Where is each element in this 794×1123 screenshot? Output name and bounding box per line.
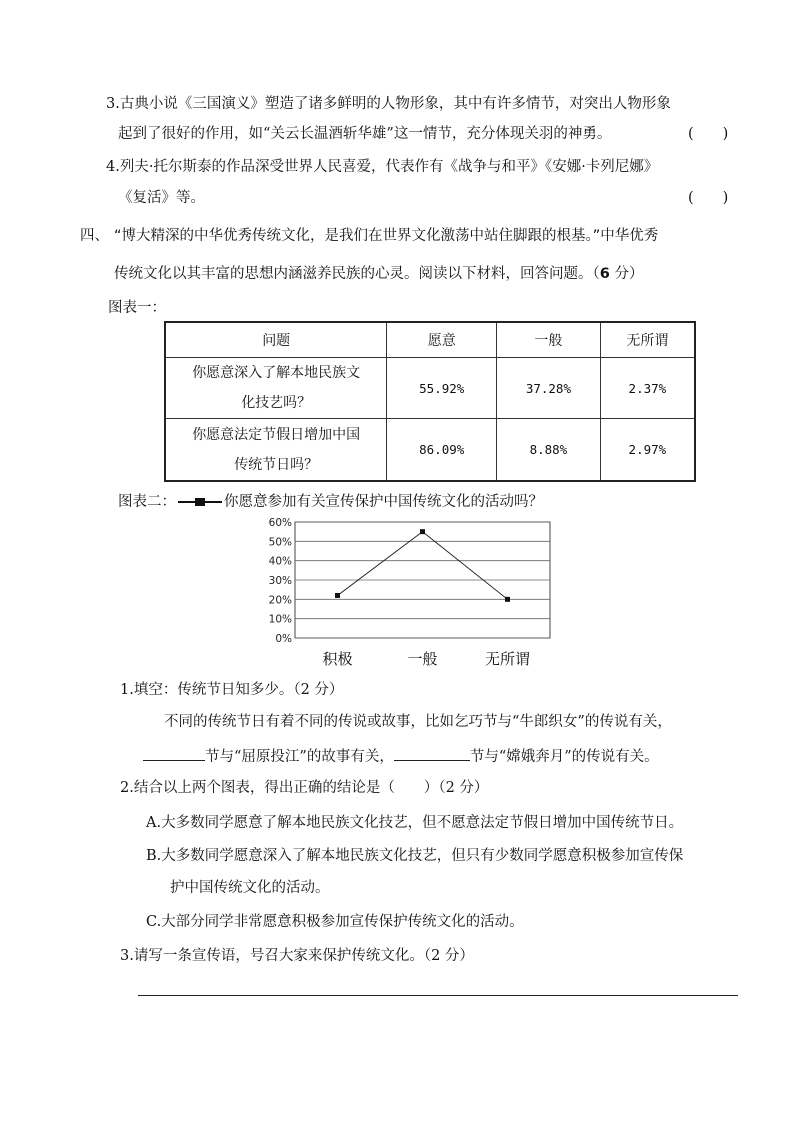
table-row (165, 419, 695, 481)
y-tick-label: 30% (268, 575, 292, 587)
section4-intro-line1: “博大精深的中华优秀传统文化，是我们在世界文化激荡中站住脚跟的根基。”中华优秀 (114, 228, 659, 244)
line-chart (258, 510, 558, 672)
q3-answer-paren[interactable]: ( ) (688, 126, 729, 142)
table-header-indifferent: 无所谓 (600, 322, 695, 358)
table-row (165, 358, 695, 419)
q1-blank-2[interactable] (394, 744, 470, 761)
y-tick-label: 60% (268, 517, 292, 529)
x-tick-label: 一般 (407, 650, 438, 668)
table-title: 图表一： (108, 300, 166, 316)
q4-text-line2: 《复活》等。 (118, 190, 205, 206)
q2-title: 2.结合以上两个图表，得出正确的结论是（ ）（2 分） (120, 780, 489, 796)
series-line (338, 532, 508, 600)
table-cell-value: 55.92% (387, 358, 497, 419)
table-header-row (165, 322, 695, 358)
data-point (420, 529, 425, 534)
q2-option-c[interactable]: C.大部分同学非常愿意积极参加宣传保护传统文化的活动。 (146, 914, 524, 930)
q3-answer-line[interactable] (138, 995, 738, 996)
table-header-willing: 愿意 (387, 322, 497, 358)
y-tick-label: 10% (268, 613, 292, 626)
q3-text-line2: 起到了很好的作用，如“关云长温酒斩华雄”这一情节，充分体现关羽的神勇。 (118, 126, 612, 142)
q1-text-line1: 不同的传统节日有着不同的传说或故事，比如乞巧节与“牛郎织女”的传说有关， (164, 714, 672, 730)
table-cell-value: 8.88% (497, 419, 601, 481)
score-value: 6 (599, 266, 610, 282)
y-tick-label: 20% (268, 594, 292, 607)
table-cell-value: 2.97% (600, 419, 695, 481)
q4-text-line1: 4.列夫·托尔斯泰的作品深受世界人民喜爱，代表作有《战争与和平》《安娜·卡列尼娜》 (106, 159, 659, 175)
q1-text-line2: 节与“屈原投江”的故事有关， 节与“嫦娥奔月”的传说有关。 (143, 744, 659, 767)
q2-option-a[interactable]: A.大多数同学愿意了解本地民族文化技艺，但不愿意法定节假日增加中国传统节日。 (146, 815, 684, 831)
x-tick-label: 积极 (322, 650, 353, 668)
section4-number: 四、 (80, 228, 109, 244)
q2-option-b-line1[interactable]: B.大多数同学愿意深入了解本地民族文化技艺，但只有少数同学愿意积极参加宣传保 (146, 848, 684, 864)
q1-title: 1.填空：传统节日知多少。（2 分） (120, 682, 344, 698)
table-cell-value: 2.37% (600, 358, 695, 419)
q3-title: 3.请写一条宣传语，号召大家来保护传统文化。（2 分） (120, 948, 474, 964)
legend-series-icon (178, 497, 222, 507)
y-tick-label: 0% (275, 633, 292, 645)
chart2-caption: 图表二： 你愿意参加有关宣传保护中国传统文化的活动吗？ (118, 494, 543, 510)
data-point (335, 593, 340, 598)
data-point (505, 597, 510, 602)
y-tick-label: 50% (268, 536, 292, 549)
x-tick-label: 无所谓 (484, 650, 531, 668)
y-tick-label: 40% (268, 555, 292, 568)
table-cell-question: 你愿意法定节假日增加中国 传统节日吗？ (165, 419, 387, 481)
q2-option-b-line2: 护中国传统文化的活动。 (170, 880, 330, 896)
survey-table (164, 321, 696, 482)
table-cell-question: 你愿意深入了解本地民族文 化技艺吗？ (165, 358, 387, 419)
q1-blank-1[interactable] (143, 744, 205, 761)
q3-text-line1: 3.古典小说《三国演义》塑造了诸多鲜明的人物形象，其中有许多情节，对突出人物形象 (106, 96, 671, 112)
table-header-question: 问题 (165, 322, 387, 358)
table-cell-value: 37.28% (497, 358, 601, 419)
table-header-neutral: 一般 (497, 322, 601, 358)
q4-answer-paren[interactable]: ( ) (688, 190, 729, 206)
section4-intro-line2: 传统文化以其丰富的思想内涵滋养民族的心灵。阅读以下材料，回答问题。（6 分） (114, 266, 644, 282)
table-cell-value: 86.09% (387, 419, 497, 481)
